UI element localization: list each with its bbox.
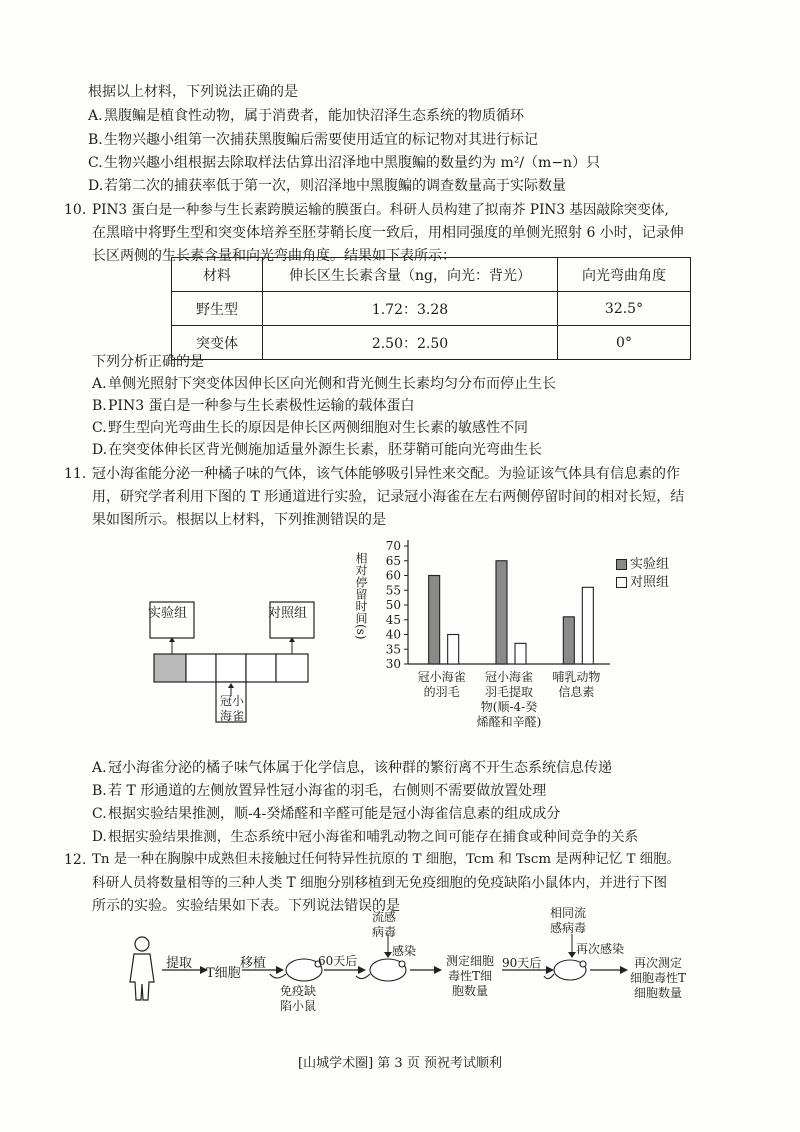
q9-stem: 根据以上材料，下列说法正确的是: [88, 84, 298, 100]
q12-line2: 科研人员将数量相等的三种人类 T 细胞分别移植到无免疫细胞的免疫缺陷小鼠体内，并进行下图: [92, 875, 668, 891]
legend-item-experiment: 实验组: [616, 556, 669, 574]
q11-number: 11.: [64, 466, 87, 482]
arrow-head: [276, 966, 284, 974]
q10-number: 10.: [64, 202, 87, 218]
chart-category-label: 羽毛提取: [484, 685, 534, 699]
q11-option-d: D.根据实验结果推测，生态系统中冠小海雀和哺乳动物之间可能存在捕食或种间竞争的关系: [92, 829, 639, 845]
flow-mouse-label: 免疫缺 陷小鼠: [280, 984, 317, 1013]
q10-table-cell: 突变体: [172, 326, 263, 360]
chart-y-axis-label-text: 相对停留时间(s): [354, 552, 368, 640]
legend-item-control: 对照组: [616, 574, 669, 592]
q10-line3: 长区两侧的生长素含量和向光弯曲角度。结果如下表所示：: [92, 248, 456, 264]
chart-y-tick-label: 35: [385, 642, 401, 657]
experiment-group-label: 实验组: [148, 606, 188, 621]
q11-option-c: C.根据实验结果推测，顺-4-癸烯醛和辛醛可能是冠小海雀信息素的组成成分: [92, 806, 561, 822]
q10-option-c: C.野生型向光弯曲生长的原因是伸长区两侧细胞对生长素的敏感性不同: [92, 420, 528, 436]
q11-line1: 冠小海雀能分泌一种橘子味的气体，该气体能够吸引异性来交配。为验证该气体具有信息素的作: [92, 466, 680, 482]
chart-y-tick-label: 55: [385, 583, 401, 598]
arrow-head: [546, 966, 554, 974]
human-icon: [130, 937, 154, 1000]
q10-table-header: 伸长区生长素含量（ng，向光：背光）: [263, 258, 558, 292]
q10-table-cell: 2.50：2.50: [263, 326, 558, 360]
q10-table: [171, 257, 691, 360]
q10-line2: 在黑暗中将野生型和突变体培养至胚芽鞘长度一致后，用相同强度的单侧光照射 6 小时，记录伸: [92, 225, 684, 241]
q10-table-cell: 野生型: [172, 292, 263, 326]
legend-swatch: [616, 577, 627, 588]
q12-line3: 所示的实验。实验结果如下表。下列说法错误的是: [92, 898, 400, 914]
q9-option-c: C.生物兴趣小组根据去除取样法估算出沼泽地中黑腹鳊的数量约为 m²/（m−n）只: [88, 155, 601, 171]
chart-y-axis-label: [354, 552, 384, 640]
chart-category-label: 哺乳动物: [552, 670, 601, 684]
q12-number: 12.: [64, 852, 87, 868]
q10-line1: PIN3 蛋白是一种参与生长素跨膜运输的膜蛋白。科研人员构建了拟南芥 PIN3 基因敲除突变体,: [92, 202, 669, 218]
q10-table-header: 向光弯曲角度: [558, 258, 691, 292]
flow-infect2-label: 再次感染: [576, 942, 625, 956]
page-footer: [山城学术圈] 第 3 页 预祝考试顺利: [298, 1056, 502, 1071]
q11-line3: 果如图所示。根据以上材料，下列推测错误的是: [92, 512, 386, 528]
q9-option-b: B.生物兴趣小组第一次捕获黑腹鳊后需要使用适宜的标记物对其进行标记: [88, 132, 538, 148]
chart-y-tick-label: 70: [385, 539, 401, 553]
bird-label: 冠小海雀: [219, 694, 244, 723]
flow-tcell-label: T细胞: [206, 966, 241, 981]
chart-bar: [448, 635, 459, 665]
q11-option-b: B.若 T 形通道的左侧放置异性冠小海雀的羽毛，右侧则不需要做放置处理: [92, 783, 547, 799]
legend-swatch: [616, 559, 627, 570]
q9-option-a: A.黑腹鳊是植食性动物，属于消费者，能加快沼泽生态系统的物质循环: [88, 108, 524, 124]
bar-chart: [360, 530, 660, 760]
q10-table-cell: 32.5°: [558, 292, 691, 326]
q10-table-cell: 0°: [558, 326, 691, 360]
q10-option-d: D.在突变体伸长区背光侧施加适量外源生长素，胚芽鞘可能向光弯曲生长: [92, 442, 542, 458]
flow-90days-label: 90天后: [502, 956, 542, 970]
chart-y-tick-label: 30: [385, 657, 401, 671]
tunnel-segment: [246, 654, 276, 682]
flow-extract-label: 提取: [166, 956, 193, 971]
flow-transplant-label: 移植: [240, 956, 267, 971]
chart-category-label: 冠小海雀: [484, 670, 534, 684]
flow-virus2-label: 相同流 感病毒: [550, 906, 587, 935]
q10-table-cell: 1.72：3.28: [263, 292, 558, 326]
chart-y-tick-label: 50: [385, 598, 401, 612]
flow-measure2-label: 再次测定 细胞毒性T 细胞数量: [630, 956, 687, 1000]
chart-legend: [616, 556, 669, 592]
arrow-head: [620, 966, 628, 974]
arrow-head: [358, 966, 366, 974]
q10-table-header: 材料: [172, 258, 263, 292]
chart-category-label: 冠小海雀: [417, 670, 466, 684]
control-group-label: 对照组: [268, 606, 308, 621]
chart-y-tick-label: 60: [385, 568, 401, 583]
chart-category-label: 的羽毛: [423, 685, 460, 699]
flow-60days-label: 60天后: [318, 954, 358, 968]
chart-category-label: 信息素: [558, 685, 595, 699]
arrow-head: [568, 952, 576, 958]
chart-y-tick-label: 40: [385, 627, 401, 642]
tunnel-center: [216, 654, 246, 682]
q10-option-a: A.单侧光照射下突变体因伸长区向光侧和背光侧生长素均匀分布而停止生长: [92, 376, 556, 392]
q12-line1: Tn 是一种在胸腺中成熟但未接触过任何特异性抗原的 T 细胞，Tcm 和 Tscm 是两种记忆 T 细胞。: [92, 852, 680, 867]
flow-virus1-label: 流感 病毒: [372, 910, 397, 939]
q10-stem: 下列分析正确的是: [92, 354, 204, 370]
chart-bar: [582, 587, 593, 664]
chart-bar: [496, 561, 507, 664]
tunnel-left-end: [154, 654, 186, 682]
chart-bar: [515, 643, 526, 664]
q11-option-a: A.冠小海雀分泌的橘子味气体属于化学信息，该种群的繁衍离不开生态系统信息传递: [92, 760, 612, 776]
chart-y-tick-label: 45: [385, 612, 401, 627]
q11-line2: 用，研究学者利用下图的 T 形通道进行实验，记录冠小海雀在左右两侧停留时间的相对长短，结: [92, 489, 685, 505]
chart-bar: [429, 576, 440, 665]
flow-measure1-label: 测定细胞 毒性T细 胞数量: [446, 954, 495, 998]
tunnel-segment: [186, 654, 216, 682]
chart-category-label: 物(顺-4-癸: [480, 700, 538, 714]
q10-option-b: B.PIN3 蛋白是一种参与生长素极性运输的载体蛋白: [92, 398, 415, 414]
arrow-head: [384, 952, 392, 958]
arrow-head: [434, 966, 442, 974]
flow-infect1-label: 感染: [392, 944, 417, 958]
chart-y-tick-label: 65: [385, 553, 401, 568]
tunnel-right-end: [276, 654, 308, 682]
chart-category-label: 烯醛和辛醛): [476, 715, 542, 729]
chart-bar: [563, 617, 574, 664]
q9-option-d: D.若第二次的捕获率低于第一次，则沼泽地中黑腹鳊的调查数量高于实际数量: [88, 178, 566, 194]
